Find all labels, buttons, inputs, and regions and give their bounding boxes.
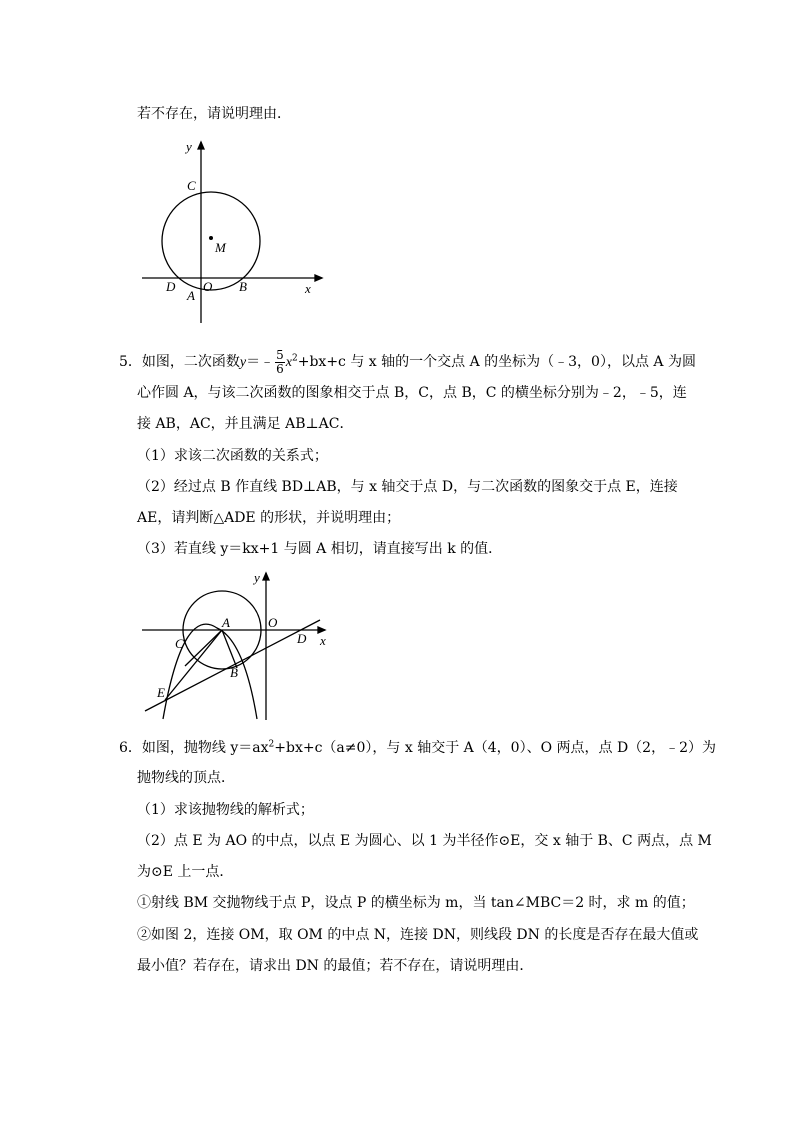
- q5-part-1: （1）求该二次函数的关系式；: [137, 448, 328, 464]
- fraction-5-6: $\frac{5}{6}$: [276, 347, 284, 376]
- q6-line-2: 抛物线的顶点．: [137, 770, 235, 786]
- q5-number: 5．: [119, 354, 142, 370]
- intro-line: 若不存在，请说明理由．: [137, 106, 291, 122]
- label-a: A: [222, 615, 230, 630]
- label-b: B: [239, 279, 247, 294]
- q6-part-2-line-1: （2）点 E 为 AO 的中点，以点 E 为圆心、以 1 为半径作⊙E，交 x 轴于 B、C 两点，点 M: [137, 833, 712, 849]
- label-x: x: [305, 281, 311, 296]
- q5-line-3: 接 AB，AC，并且满足 AB⊥AC．: [137, 416, 354, 432]
- label-c: C: [175, 636, 184, 651]
- q5-line-2: 心作圆 A，与该二次函数的图象相交于点 B，C，点 B，C 的横坐标分别为﹣2，﹣5，连: [137, 385, 687, 401]
- label-d: D: [297, 631, 307, 646]
- q6-sub-2-line-1: ②如图 2，连接 OM，取 OM 的中点 N，连接 DN，则线段 DN 的长度是否存在最大值或: [137, 927, 699, 943]
- q6-part-2-line-2: 为⊙E 上一点．: [137, 864, 234, 880]
- q6-line-1: 6．如图，抛物线 $y=ax^2+bx+c(a\ne 0)$，与 x 轴交于 A（4，0）、O 两点，点 D（2，﹣2）为: [119, 739, 716, 756]
- y-axis-arrow: [263, 573, 269, 580]
- label-a: A: [187, 288, 195, 303]
- label-c: C: [187, 178, 196, 193]
- label-m: M: [215, 240, 226, 255]
- label-y: y: [186, 139, 192, 154]
- label-d: D: [166, 279, 176, 294]
- segment-ae: [165, 630, 222, 700]
- q6-number: 6．: [119, 740, 142, 756]
- label-e: E: [157, 685, 165, 700]
- segment-ac: [185, 630, 222, 666]
- label-x: x: [320, 633, 326, 648]
- label-o: O: [203, 279, 213, 294]
- q5-part-2-line-1: （2）经过点 B 作直线 BD⊥AB，与 x 轴交于点 D，与二次函数的图象交于点 E，连接: [137, 479, 678, 495]
- label-b: B: [230, 665, 238, 680]
- q5-line-1: 5．如图，二次函数y＝﹣ $\frac{5}{6}$ $x^2+bx+c$ 与 x 轴的一个交点 A 的坐标为（﹣3，0），以点 A 为圆: [119, 347, 696, 376]
- label-y: y: [254, 570, 260, 585]
- q5-part-2-line-2: AE，请判断△ADE 的形状，并说明理由；: [137, 510, 401, 526]
- q6-sub-1: ①射线 BM 交抛物线于点 P，设点 P 的横坐标为 m，当 tan∠MBC＝2 时，求 m 的值；: [137, 895, 695, 911]
- label-o: O: [268, 615, 278, 630]
- q6-sub-2-line-2: 最小值？若存在，请求出 DN 的最值；若不存在，请说明理由．: [137, 958, 534, 974]
- q5-part-3: （3）若直线 y＝kx+1 与圆 A 相切，请直接写出 k 的值．: [137, 541, 503, 557]
- segment-ab: [222, 630, 237, 668]
- q6-part-1: （1）求该抛物线的解析式；: [137, 802, 314, 818]
